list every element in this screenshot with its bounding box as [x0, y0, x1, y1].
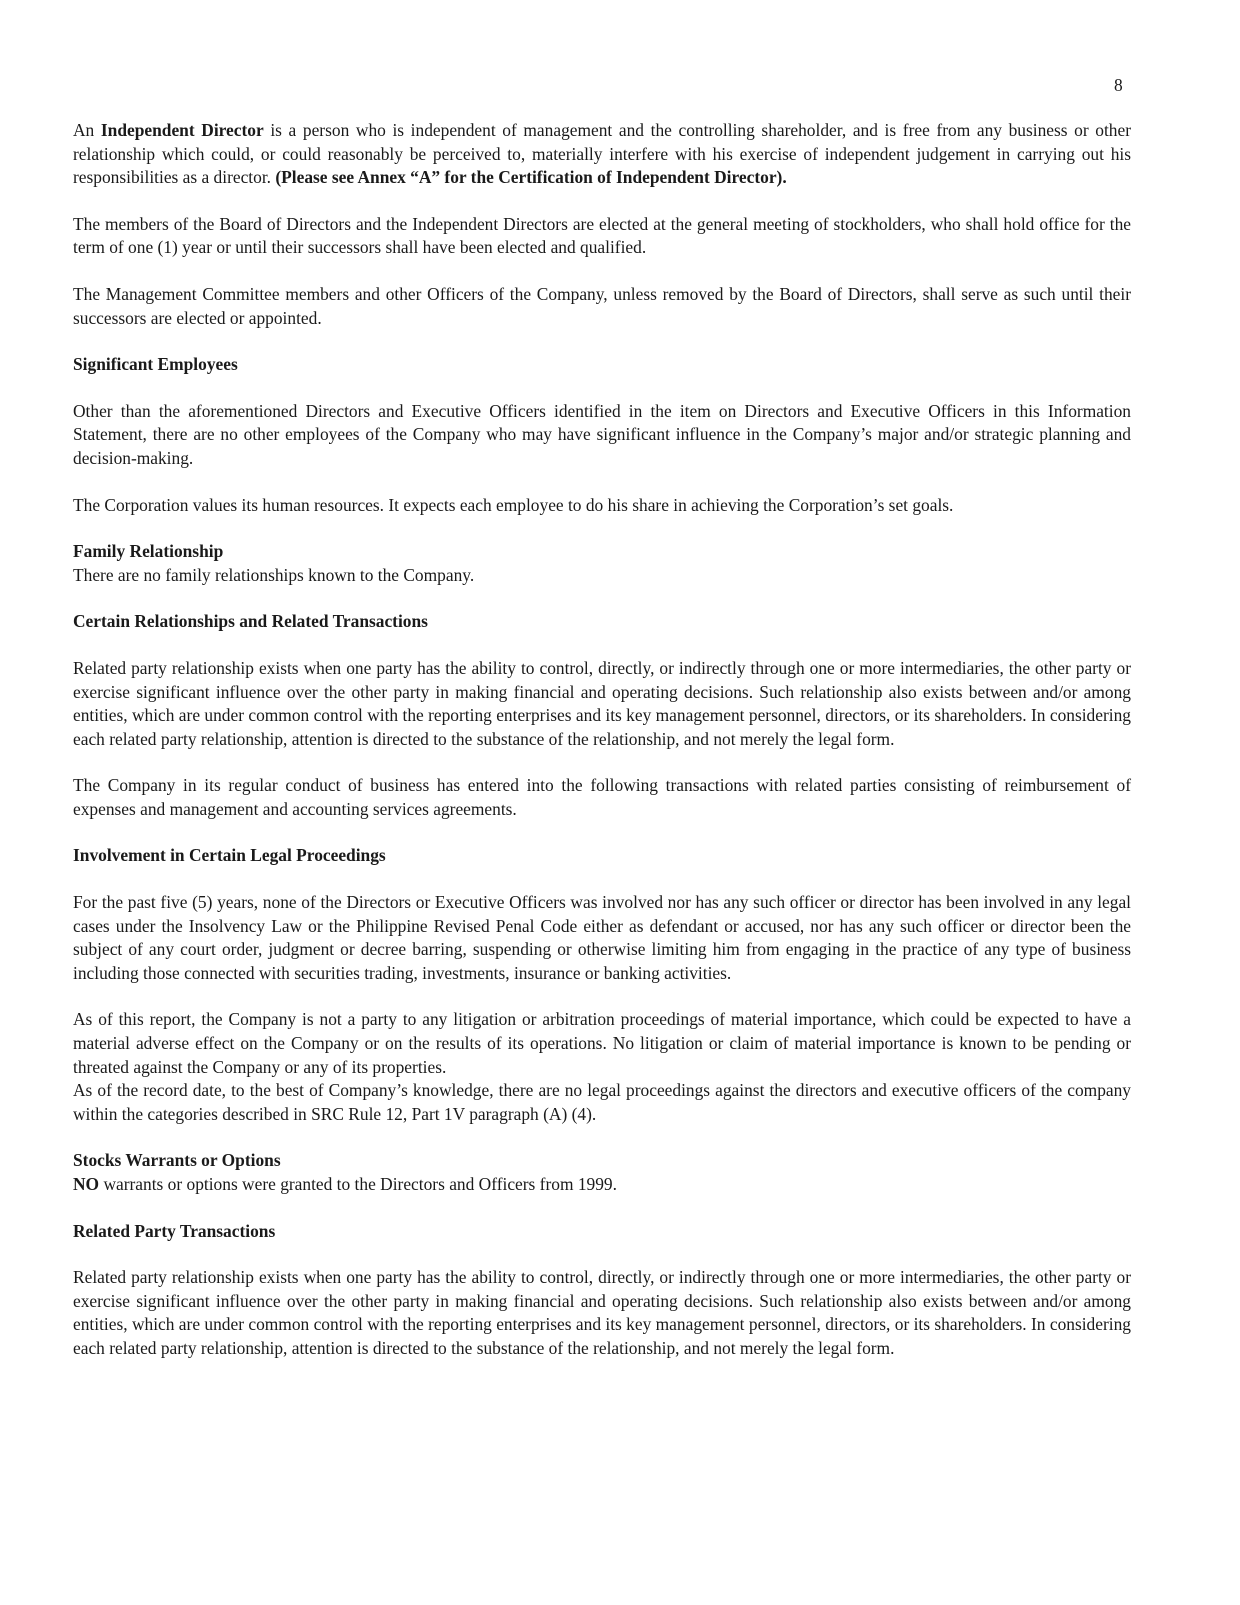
significant-employees-heading: Significant Employees: [73, 354, 238, 375]
legal-proceedings-heading: Involvement in Certain Legal Proceedings: [73, 845, 386, 866]
page-body: [73, 119, 1131, 1361]
stocks-warrants-paragraph: [73, 1173, 1131, 1197]
certain-relationships-heading: Certain Relationships and Related Transactions: [73, 611, 428, 632]
family-relationship-heading: Family Relationship: [73, 541, 224, 562]
record-date-paragraph: As of the record date, to the best of Company’s knowledge, there are no legal proceedings against the directors and executive officers of the company within the categories described in SRC Rule 12, Part 1V paragraph (A) (4).: [73, 1080, 1131, 1124]
family-relationship-paragraph: There are no family relationships known to the Company.: [73, 564, 475, 585]
litigation-paragraph: As of this report, the Company is not a party to any litigation or arbitration proceedings of material importance, which could be expected to have a material adverse effect on the Company or on the results of its operations. No litigation or claim of material importance is known to be pending or threated against the Company or any of its properties.: [73, 1009, 1131, 1077]
stocks-warrants-heading: Stocks Warrants or Options: [73, 1150, 281, 1171]
management-committee-paragraph: The Management Committee members and other Officers of the Company, unless removed by the Board of Directors, shall serve as such until their successors are elected or appointed.: [73, 283, 1131, 328]
independent-director-paragraph: [73, 119, 1131, 190]
intro-lead: An: [73, 120, 101, 140]
intro-body: is a person who is independent of management and the controlling shareholder, and is free from any business or other relationship which could, or could reasonably be perceived to, materially interfere with his exercise of independent judgement in carrying out his responsibilities as a director.: [73, 120, 1131, 188]
human-resources-paragraph: The Corporation values its human resources. It expects each employee to do his share in achieving the Corporation’s set goals.: [73, 494, 954, 515]
board-election-paragraph: The members of the Board of Directors and the Independent Directors are elected at the general meeting of stockholders, who shall hold office for the term of one (1) year or until their successors shall have been elected and qualified.: [73, 213, 1131, 258]
stocks-warrants-no: NO: [73, 1174, 100, 1194]
page-number: 8: [1114, 75, 1123, 95]
stocks-warrants-body: warrants or options were granted to the Directors and Officers from 1999.: [99, 1174, 617, 1194]
independent-director-term: Independent Director: [100, 120, 264, 140]
annex-note: (Please see Annex “A” for the Certification of Independent Director).: [275, 167, 787, 188]
related-party-paragraph: Related party relationship exists when one party has the ability to control, directly, or indirectly through one or more intermediaries, the other party or exercise significant influence over the other party in making financial and operating decisions. Such relationship also exists between and/or among entities, which are under common control with the reporting enterprises and its key management personnel, directors, or its shareholders. In considering each related party relationship, attention is directed to the substance of the relationship, and not merely the legal form.: [73, 1267, 1131, 1358]
related-party-transactions-paragraph: The Company in its regular conduct of business has entered into the following transactions with related parties consisting of reimbursement of expenses and management and accounting services agreements.: [73, 775, 1131, 819]
related-party-heading: Related Party Transactions: [73, 1220, 276, 1241]
related-party-definition-paragraph: Related party relationship exists when one party has the ability to control, directly, or indirectly through one or more intermediaries, the other party or exercise significant influence over the other party in making financial and operating decisions. Such relationship also exists between and/or among entities, which are under common control with the reporting enterprises and its key management personnel, directors, or its shareholders. In considering each related party relationship, attention is directed to the substance of the relationship, and not merely the legal form.: [73, 657, 1131, 749]
legal-proceedings-paragraph: For the past five (5) years, none of the Directors or Executive Officers was involved nor has any such officer or director has been involved in any legal cases under the Insolvency Law or the Philippine Revised Penal Code either as defendant or accused, nor has any such officer or director been the subject of any court order, judgment or decree barring, suspending or otherwise limiting him from engaging in the practice of any type of business including those connected with securities trading, investments, insurance or banking activities.: [73, 892, 1131, 983]
significant-employees-paragraph: Other than the aforementioned Directors and Executive Officers identified in the item on Directors and Executive Officers in this Information Statement, there are no other employees of the Company who may have significant influence in the Company’s major and/or strategic planning and decision-making.: [73, 400, 1131, 468]
